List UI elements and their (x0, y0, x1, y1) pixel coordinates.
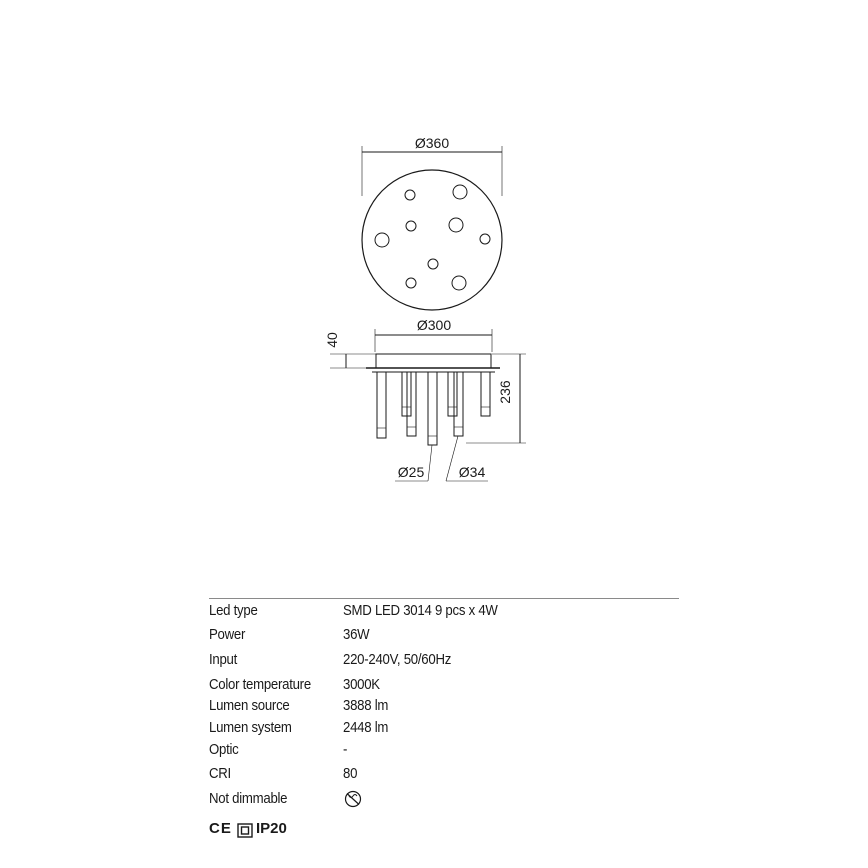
spec-label: Color temperature (209, 676, 311, 693)
spec-label: CRI (209, 765, 231, 782)
spec-value: 36W (343, 626, 370, 643)
spec-value: SMD LED 3014 9 pcs x 4W (343, 602, 498, 619)
double-square-icon (237, 823, 253, 842)
plate-outline (362, 170, 502, 310)
spec-label: Lumen system (209, 719, 292, 736)
large-tube-diameter-label: Ø34 (458, 464, 486, 480)
spec-label: Power (209, 626, 246, 643)
spec-value: - (343, 741, 348, 758)
total-height-label: 236 (497, 380, 513, 404)
hole (375, 233, 389, 247)
spec-label: Not dimmable (209, 790, 288, 807)
canopy-diameter-label: Ø300 (416, 317, 452, 333)
small-tube-leader (428, 445, 432, 481)
hole (405, 190, 415, 200)
small-tube-diameter-label: Ø25 (397, 464, 425, 480)
hole (452, 276, 466, 290)
tube (481, 372, 490, 416)
spec-label: Lumen source (209, 697, 290, 714)
ip-rating: IP20 (256, 820, 287, 837)
spec-row-power (209, 625, 679, 645)
spec-label: Optic (209, 741, 239, 758)
tube (448, 372, 457, 416)
spec-label: Input (209, 651, 238, 668)
spec-label: Led type (209, 602, 258, 619)
spec-row-led-type (209, 601, 679, 621)
top-view (362, 146, 502, 310)
spec-row-lumen-system (209, 718, 679, 738)
spec-row-cri (209, 764, 679, 784)
spec-value: 80 (343, 765, 358, 782)
spec-row-lumen-source (209, 696, 679, 716)
ce-mark: CE (209, 820, 232, 837)
large-tube-leader (446, 436, 458, 481)
not-dimmable-icon (343, 790, 363, 808)
spec-value: 3000K (343, 676, 380, 693)
spec-row-input (209, 650, 679, 670)
spec-row-not-dimmable (209, 789, 679, 809)
spec-table (209, 598, 679, 807)
hole (453, 185, 467, 199)
canopy-height-label: 40 (324, 332, 340, 348)
top-diameter-label: Ø360 (414, 135, 450, 151)
hole (428, 259, 438, 269)
tube (428, 372, 437, 445)
hole (449, 218, 463, 232)
spec-row-color-temperature (209, 675, 679, 695)
canopy (376, 354, 491, 368)
spec-value: 2448 lm (343, 719, 389, 736)
spec-value: 220-240V, 50/60Hz (343, 651, 452, 668)
tube (454, 372, 463, 436)
spec-value: 3888 lm (343, 697, 389, 714)
hole (480, 234, 490, 244)
hole (406, 221, 416, 231)
spec-row-optic (209, 740, 679, 760)
hole (406, 278, 416, 288)
side-view (330, 329, 526, 481)
